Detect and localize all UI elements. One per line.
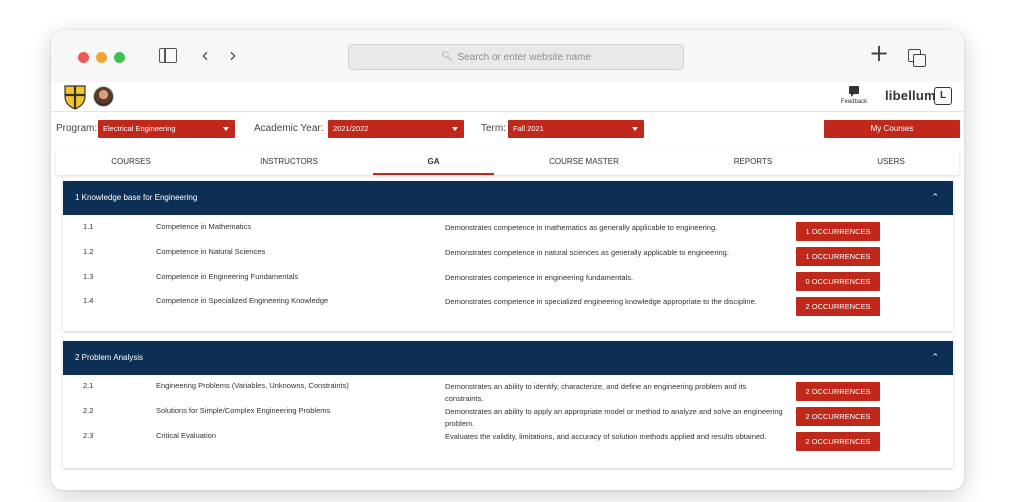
occurrences-button[interactable]: 0 OCCURRENCES: [796, 272, 880, 291]
row-number: 1.2: [83, 247, 94, 256]
section-title: 1 Knowledge base for Engineering: [75, 193, 198, 202]
tab-instructors[interactable]: INSTRUCTORS: [260, 157, 318, 166]
feedback-label: Feedback: [840, 99, 868, 105]
chevron-up-icon[interactable]: ⌃: [931, 353, 939, 363]
user-avatar[interactable]: [93, 86, 114, 107]
section-header[interactable]: [63, 341, 953, 375]
occurrences-button[interactable]: 2 OCCURRENCES: [796, 432, 880, 451]
term-label: Term:: [481, 123, 506, 134]
program-value: Electrical Engineering: [103, 124, 176, 133]
row-number: 2.1: [83, 381, 94, 390]
academic-year-label: Academic Year:: [254, 123, 324, 134]
program-select[interactable]: [98, 120, 235, 138]
tab-users[interactable]: USERS: [877, 157, 905, 166]
occurrences-button[interactable]: 1 OCCURRENCES: [796, 222, 880, 241]
row-description: Evaluates the validity, limitations, and accuracy of solution methods applied and results obtained.: [445, 432, 767, 441]
brand-logo-text: libellum: [885, 88, 936, 103]
row-title: Engineering Problems (Variables, Unknowns, Constraints): [156, 381, 349, 390]
row-title: Competence in Natural Sciences: [156, 247, 266, 256]
close-window-button[interactable]: [78, 52, 89, 63]
tab-course-master[interactable]: COURSE MASTER: [549, 157, 619, 166]
row-number: 2.3: [83, 431, 94, 440]
main-tabs: [56, 148, 959, 175]
row-title: Competence in Engineering Fundamentals: [156, 272, 299, 281]
row-number: 1.4: [83, 296, 94, 305]
address-placeholder: Search or enter website name: [457, 51, 591, 63]
row-description: Demonstrates an ability to apply an appropriate model or method to analyze and solve an engineering problem.: [445, 407, 783, 428]
app-header: [51, 82, 964, 112]
address-bar[interactable]: [348, 44, 684, 70]
maximize-window-button[interactable]: [114, 52, 125, 63]
section-title: 2 Problem Analysis: [75, 353, 144, 362]
chevron-up-icon[interactable]: ⌃: [931, 193, 939, 203]
row-number: 1.3: [83, 272, 94, 281]
tab-reports[interactable]: REPORTS: [733, 157, 773, 166]
brand-logo-mark: L: [934, 87, 952, 105]
row-number: 1.1: [83, 222, 94, 231]
row-description: Demonstrates competence in engineering fundamentals.: [445, 273, 634, 282]
term-value: Fall 2021: [513, 124, 544, 133]
university-shield-icon: [63, 84, 87, 110]
my-courses-button[interactable]: My Courses: [824, 120, 960, 138]
chat-bubble-icon: [849, 86, 859, 94]
row-title: Solutions for Simple/Complex Engineering Problems: [156, 406, 331, 415]
academic-year-value: 2021/2022: [333, 124, 369, 133]
tab-overview-icon[interactable]: [908, 49, 924, 65]
back-arrow-icon[interactable]: ‹: [201, 43, 209, 67]
row-description: Demonstrates an ability to identify, characterize, and define an engineering problem and its constraints.: [445, 382, 747, 403]
row-description: Demonstrates competence in mathematics as generally applicable to engineering.: [445, 223, 718, 232]
occurrences-button[interactable]: 2 OCCURRENCES: [796, 407, 880, 426]
row-description: Demonstrates competence in specialized engineering knowledge appropriate to the discipline.: [445, 297, 757, 306]
feedback-button[interactable]: [837, 86, 871, 105]
academic-year-select[interactable]: [328, 120, 464, 138]
chevron-down-icon: [452, 127, 458, 131]
ga-section-2: [63, 341, 953, 468]
browser-toolbar: [51, 30, 964, 82]
row-title: Competence in Specialized Engineering Knowledge: [156, 296, 329, 305]
tab-courses[interactable]: COURSES: [111, 157, 151, 166]
new-tab-icon[interactable]: +: [869, 39, 890, 67]
chevron-down-icon: [632, 127, 638, 131]
forward-arrow-icon[interactable]: ›: [229, 43, 237, 67]
row-title: Competence in Mathematics: [156, 222, 252, 231]
minimize-window-button[interactable]: [96, 52, 107, 63]
filter-bar: [51, 119, 964, 141]
row-number: 2.2: [83, 406, 94, 415]
browser-window: [51, 30, 964, 490]
row-title: Critical Evaluation: [156, 431, 217, 440]
program-label: Program:: [56, 123, 98, 134]
sidebar-toggle-icon[interactable]: [159, 48, 177, 63]
chevron-down-icon: [223, 127, 229, 131]
occurrences-button[interactable]: 1 OCCURRENCES: [796, 247, 880, 266]
ga-section-1: [63, 181, 953, 331]
search-icon: 🔍︎: [441, 52, 453, 62]
term-select[interactable]: [508, 120, 644, 138]
tab-ga[interactable]: GA: [373, 148, 494, 175]
row-description: Demonstrates competence in natural sciences as generally applicable to engineering.: [445, 248, 729, 257]
occurrences-button[interactable]: 2 OCCURRENCES: [796, 382, 880, 401]
occurrences-button[interactable]: 2 OCCURRENCES: [796, 297, 880, 316]
section-header[interactable]: [63, 181, 953, 215]
